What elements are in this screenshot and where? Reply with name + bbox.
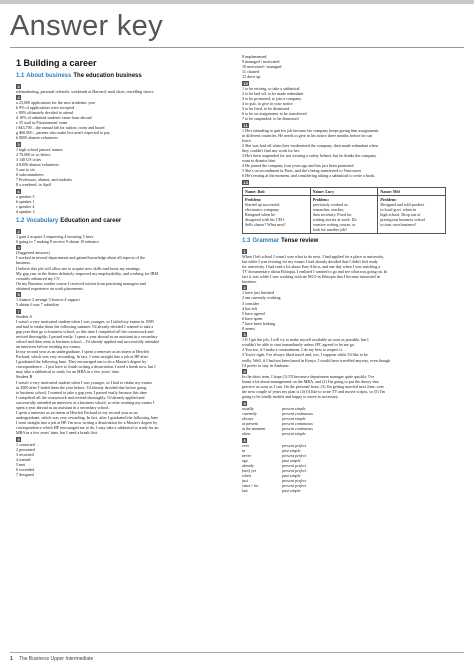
answer-line: 11 chaired — [242, 69, 260, 75]
table-problem-cell — [243, 195, 311, 233]
answer-line: 2 She was laid off when they modernized the company, then made redundant when — [242, 142, 378, 148]
answer-line: telemarketing, personal referrals, weekends at Harvard, mail shots, travelling shows — [16, 88, 154, 94]
answer-line: 2 presented — [16, 446, 35, 452]
tense: past simple — [282, 447, 301, 453]
answer-line: I'd prefer to stay in Ambarac. — [242, 362, 290, 368]
answer-line: I completed all the coursework and revised thoroughly. I'd already applied and — [16, 394, 145, 400]
answer-line: c speaker 4 — [16, 204, 35, 210]
answer-line: successfully attended an interview at a business school, so after resitting my exams I — [16, 399, 155, 405]
answer-line: b speaker 1 — [16, 199, 35, 205]
answer-line: 1 to be retiring, to take a sabbatical — [242, 85, 300, 91]
exercise-number: 2 — [17, 228, 20, 234]
section-keyword: 1.3 — [242, 238, 251, 245]
problem-line: Sells shares? What next? — [245, 221, 286, 227]
answer-line: d speaker 2 — [16, 209, 35, 215]
section-title: The education business — [73, 73, 142, 79]
footer-rule — [10, 652, 464, 653]
problem-line: researcher, teacher, — [312, 206, 345, 212]
right-column — [242, 54, 448, 493]
answer-line: Student B — [16, 374, 33, 380]
answer-line: wouldn't be able to start immediately unless JPC agreed to let me go. — [242, 342, 355, 348]
answer-line: b 9% of applications were accepted — [16, 105, 75, 111]
problem-line: high school. Drop out of — [380, 211, 421, 217]
exercise-number: 5 — [243, 400, 246, 406]
adverb: currently — [242, 411, 257, 416]
answer-line: 3 recruited — [16, 451, 34, 457]
answer-line: Packard, which was very rewarding. In fact, I went straight into a job at HP after — [16, 354, 148, 360]
exercise-number: 6 — [17, 188, 20, 194]
table-problem-row — [243, 195, 446, 233]
tense: present simple — [282, 405, 306, 411]
answer-line: 7 designed — [16, 471, 34, 477]
table-problem-cell — [378, 195, 446, 233]
answer-line: 10 motivated / managed — [242, 64, 282, 70]
tense: present simple — [282, 431, 306, 437]
tense: past simple — [282, 457, 301, 463]
exercise-number: 13 — [243, 179, 248, 185]
answer-line: f $43,700 – the annual fab for tuition, room and board — [16, 125, 105, 131]
answer-line: an interview before resitting my exams. — [16, 344, 82, 350]
answer-line: 1 He's intending to quit his job because his company keeps giving him assignments — [242, 127, 379, 133]
adverb: often — [242, 431, 251, 437]
exercise-number: 2 — [17, 83, 20, 89]
section-heading — [16, 217, 224, 225]
answer-line: 2 70,000 or so letters — [16, 152, 51, 158]
exercise-6-list — [242, 436, 448, 493]
answer-line: and had to retake them the following summer. I'd already decided I wanted to take a — [16, 324, 154, 330]
answer-line: in 2000 after I failed them the year before. I'd already decided that before going — [16, 384, 147, 390]
problem-line: Started up successful — [245, 201, 280, 207]
answer-line: fact it was while I was working with an NGO in Ethiopia that I became interested in — [242, 273, 380, 279]
problem-line: Designed and sold product — [380, 201, 425, 207]
section-title: Tense review — [281, 238, 319, 245]
tense: present continuous — [282, 421, 313, 427]
tense-row — [242, 488, 448, 493]
answer-line: going to be totally mobile and happy to move as necessary. — [242, 394, 339, 400]
exercise-number: 2 — [243, 285, 246, 291]
tense: present continuous — [282, 411, 313, 416]
answer-line: obtained experience on work placements. — [16, 285, 84, 291]
adverb: always — [242, 416, 254, 422]
answer-line: c 80% ultimately decided to attend — [16, 110, 73, 116]
adverb: in — [242, 447, 246, 453]
answer-line: I graduated the following June. They encouraged me to do a Master's degree by — [16, 359, 147, 365]
exercise-number: 6 — [243, 437, 246, 443]
section-keyword: 1.2 — [16, 218, 25, 225]
footer-text: Business Upper Intermediate — [28, 656, 94, 662]
exercise-number: 4 — [17, 95, 20, 101]
answer-line: 5 obtain 6 was 7 subsidize — [16, 302, 60, 308]
answer-line: 2 You see, if I make a commitment, I do my best to respect it. — [242, 347, 343, 353]
exercise-number: 5 — [17, 292, 20, 298]
problem-line: electronics company. — [245, 206, 280, 212]
section-title: Education and career — [60, 218, 122, 225]
answer-line: 6 subcommittees — [16, 172, 44, 178]
exercise-number: 4 — [243, 369, 246, 375]
answer-line: 7 Professors, alumni, and students — [16, 177, 72, 183]
answer-line: 3 to be promoted, to join a company — [242, 95, 302, 101]
answer-line: 9 managed / motivated — [242, 59, 280, 65]
exercise-number-wrap — [242, 178, 448, 185]
answer-line: MBA in a few years' time, but I need a break first. — [16, 430, 99, 435]
answer-line: they couldn't find any work for her. — [242, 147, 300, 153]
answer-line: in different countries. He needs to give in his notice three months before he can — [242, 132, 373, 138]
answer-line: 6 He's resting at the moment, and considering taking a sabbatical to write a book. — [242, 173, 376, 179]
answer-line: 5 She's on secondment in Paris, and she's being transferred to Vancouver. — [242, 168, 362, 174]
answer-line: correspondence – I just have to finish writing a dissertation. I need a break now, but I — [16, 364, 156, 370]
exercise-5-list — [242, 399, 448, 436]
exercise-number: 11 — [243, 122, 248, 128]
answer-line: undergraduate, which was very rewarding. In fact, after I graduated the following June — [16, 414, 158, 420]
answer-line: 4 has left — [242, 305, 258, 311]
exercise-13-table — [242, 187, 446, 234]
page-number: 1 — [10, 656, 13, 662]
answer-line: for university. I had read a lot about East Africa, and one day when I was watching a — [242, 263, 381, 269]
answer-line: e 35 staff in Fitzsimmons' team — [16, 120, 68, 126]
answer-line: TV documentary about Ethiopia, I realized I wanted to go and see what was going on. In — [242, 268, 388, 274]
problem-label: Problem: — [312, 196, 329, 202]
answer-line: 8 a weekend, in April — [16, 182, 52, 188]
tense: past simple — [282, 488, 301, 494]
answer-line: 4 8,000 alumni volunteers — [16, 162, 59, 168]
unit-heading: 1 Building a career — [16, 58, 97, 68]
adverb: just — [242, 478, 248, 484]
answer-line: 12 drew up — [242, 74, 261, 80]
answer-line: school and then went to business school – I'd already applied and successfully attended — [16, 339, 159, 345]
answer-line: In my second year as an undergraduate, I spent a semester as an intern at Hewlett — [16, 349, 149, 355]
answer-line: really. Well, if I had not been based in Kenya, I would have travelled anyway, even though — [242, 357, 391, 363]
answer-line: 6 have spent — [242, 315, 263, 321]
problem-line: disagreed with his CEO. — [245, 216, 286, 222]
answer-line: I believe this job will allow me to acquire new skills and boost my earnings. — [16, 265, 141, 271]
adverb: never — [242, 452, 252, 458]
answer-line: 2 to be laid off, to be made redundant — [242, 90, 304, 96]
adverb: usually — [242, 405, 254, 411]
tense: present perfect — [282, 452, 307, 458]
answer-line: spent a year abroad as an assistant in a secondary school. — [16, 404, 110, 410]
left-column — [16, 54, 224, 477]
table-name-cell: Name: Lucy — [310, 187, 378, 195]
answer-line: 1 finance 2 arrange 3 borrow 4 support — [16, 297, 80, 303]
section-keyword: 1.1 — [16, 73, 25, 79]
answer-line: learnt a lot about management on the MBA, and (2) I'm going to put the theory into — [242, 379, 379, 385]
exercise-number: 3 — [243, 332, 246, 338]
tense: present perfect — [282, 468, 307, 474]
answer-line: 5 to be fired, to be dismissed — [242, 105, 290, 111]
adverb: when — [242, 473, 251, 479]
answer-line: gap year then go to business school, so this time I completed all the coursework and — [16, 329, 154, 335]
answer-line: a 23,000 applications for the new academic year — [16, 100, 96, 106]
problem-line: then secretary. Fired for — [312, 211, 352, 217]
tense: past simple — [282, 473, 301, 479]
answer-line: 6 exceeded — [16, 466, 35, 472]
tense: present continuous — [282, 426, 313, 432]
answer-line: a speaker 3 — [16, 193, 35, 199]
table-problem-cell — [310, 195, 378, 233]
top-bar — [0, 0, 474, 4]
answer-line: 3 consider — [242, 300, 259, 306]
answer-line: I wasn't a very motivated student when I was younger, so I had to retake my exams — [16, 379, 152, 385]
answer-line: In the short term, I hope (1) I'll become a department manager quite quickly. I've — [242, 374, 375, 380]
adverb: last — [242, 488, 248, 494]
section-heading — [242, 237, 448, 245]
footer-brand: The — [18, 656, 28, 662]
answer-line: 1 high school juniors' names — [16, 147, 63, 153]
right-bottom-blocks — [242, 237, 448, 399]
adverb: (not) yet — [242, 468, 256, 474]
answer-line: 7 have been looking — [242, 320, 276, 326]
answer-line: may take a sabbatical to study for an MBA in a few years' time. — [16, 369, 120, 375]
answer-line: I wasn't a very motivated student when I was younger, so I failed my exams in 1999 — [16, 318, 154, 324]
problem-line: previously worked as — [312, 201, 348, 207]
footer — [10, 656, 93, 662]
problem-line: writing stories at work. Do — [312, 216, 357, 222]
answer-line: 2 am currently working — [242, 295, 281, 301]
table-name-cell: Name: Bob — [243, 187, 311, 195]
answer-line: 1 If I get the job, I will try to make myself available as soon as possible, but I — [242, 337, 369, 343]
tense: present perfect — [282, 442, 307, 448]
answer-line: 3 140 US cities — [16, 157, 42, 163]
table-name-cell: Name: Mel — [378, 187, 446, 195]
title-rule — [10, 47, 464, 48]
answer-line: 8 seems — [242, 325, 256, 331]
answer-line: h 8000 alumni volunteers — [16, 135, 58, 141]
section-keyword: Vocabulary — [26, 218, 59, 225]
answer-line: 1 contacted — [16, 441, 35, 447]
problem-label: Problem: — [380, 196, 397, 202]
answer-line: business. — [16, 260, 31, 266]
answer-line: 5 met — [16, 461, 26, 467]
answer-line: to business school, I wanted to take a gap year. I passed easily because this time — [16, 389, 147, 395]
page-title: Answer key — [10, 10, 163, 42]
exercise-number: 5 — [17, 142, 20, 148]
answer-line: the next couple of years my plan is (4) I'd like to write TV and movie scripts, so (5) I'm — [242, 389, 385, 395]
problem-line: prestigious business school — [380, 216, 425, 222]
tense: present perfect — [282, 483, 307, 489]
answer-line: When I left school I wasn't sure what to do next. I had applied for a place at university, — [242, 253, 385, 259]
adverb: ever — [242, 442, 250, 448]
answer-line: want to dismiss him. — [242, 157, 276, 163]
answer-line: Student A — [16, 313, 33, 319]
answer-line: revised thoroughly; I passed easily. I spent a year abroad as an assistant in a secondary — [16, 334, 158, 340]
answer-line: 8 implemented — [242, 54, 267, 59]
section-heading — [16, 72, 224, 80]
answer-line: business. — [242, 278, 257, 284]
section-keyword: About business — [26, 73, 72, 79]
answer-line: 1 have just finished — [242, 290, 274, 296]
answer-line: 7 to be suspended, to be dismissed — [242, 116, 299, 122]
adverb: ago — [242, 457, 248, 463]
adverb: at the moment — [242, 426, 266, 432]
tense: present simple — [282, 416, 306, 422]
problem-line: creative writing course, or — [312, 221, 356, 227]
exercise-number: 1 — [243, 248, 246, 254]
exercise-number: 7 — [17, 308, 20, 314]
answer-line: I spent a semester as an intern at Hewlett Packard in my second year as an — [16, 409, 138, 415]
answer-line: 4 to quit, to give in your notice — [242, 100, 293, 106]
answer-line: (Suggested answers) — [16, 250, 50, 256]
problem-line: to local govt. when in — [380, 206, 416, 212]
answer-line: 5 one to six — [16, 167, 35, 173]
answer-line: On my Business studies course I received tuition from practising managers and — [16, 280, 146, 286]
answer-line: 4 trained — [16, 456, 31, 462]
answer-line: d 10% of admitted students came from abroad — [16, 115, 92, 121]
adverb: since / for — [242, 483, 259, 489]
exercise-number: 4 — [17, 245, 20, 251]
problem-line: to start own business? — [380, 221, 417, 227]
tense: present perfect — [282, 478, 307, 484]
adverb: at present — [242, 421, 258, 427]
left-blocks — [16, 72, 224, 477]
problem-line: Resigned when he — [245, 211, 276, 217]
answer-line: 5 have agreed — [242, 310, 265, 316]
answer-line: I went straight into a job at HP. I'm now writing a dissertation for a Master's degree by — [16, 419, 158, 425]
answer-line: 6 going to 7 making 8 receive 9 obtain 10 enhance — [16, 238, 99, 244]
tense: present perfect — [282, 462, 307, 468]
problem-label: Problem: — [245, 196, 262, 202]
answer-line: but while I was revising for my exams I had already decided that I didn't feel ready — [242, 258, 379, 264]
answer-line: I worked in several departments and gained knowledge about all aspects of the — [16, 255, 145, 261]
answer-line: 6 to be on assignment, to be transferred — [242, 111, 307, 117]
answer-line: 3 He's been suspended for not wearing a safety helmet, but he thinks the company — [242, 152, 377, 158]
answer-line: g $60,000 – parents who make less aren't expected to pay — [16, 130, 111, 136]
answer-line: correspondence which HP encouraged me to do. I may take a sabbatical to study for an — [16, 424, 159, 430]
answer-line: leave. — [242, 137, 252, 143]
answer-line: 1 gain 2 acquire 3 improving 4 boosting 5 have — [16, 233, 94, 239]
right-top-blocks — [242, 54, 448, 185]
answer-line: 4 He joined the company four years ago and has just been promoted. — [242, 162, 355, 168]
answer-line: 3 You're right. I've always liked travel and, yes, I suppose while I'd like to be — [242, 352, 368, 358]
exercise-number: 10 — [243, 80, 248, 86]
answer-line: practice as soon as I can. On the personal front, (3) I'm getting married next June; over — [242, 384, 384, 390]
section-keyword: Grammar — [252, 238, 280, 245]
answer-line: certainly enhanced my CV. — [16, 275, 61, 281]
exercise-number: 9 — [17, 436, 20, 442]
adverb: already — [242, 462, 255, 468]
problem-line: look for another job? — [312, 227, 348, 232]
answer-line: My gap year in the States definitely improved my employability, and working for IBM — [16, 270, 159, 276]
